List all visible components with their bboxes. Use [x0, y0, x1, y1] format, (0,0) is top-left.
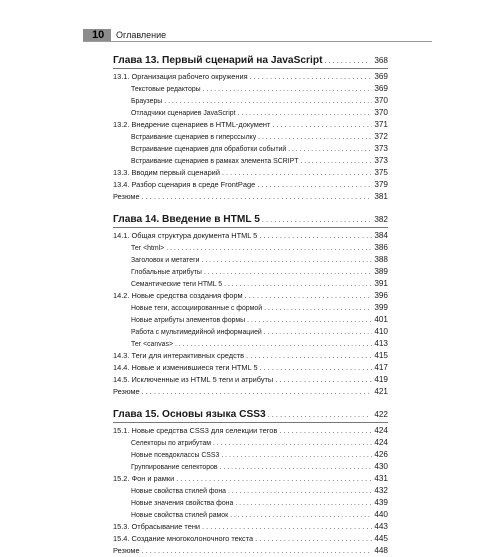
- entry-page: 372: [374, 132, 388, 141]
- entry-page: 399: [374, 303, 388, 312]
- toc-subentry: [113, 83, 388, 95]
- dot-leader: [288, 144, 372, 156]
- entry-title: Текстовые редакторы: [131, 86, 201, 93]
- entry-page: 431: [374, 474, 388, 483]
- entry-title: Заголовок и метатеги: [131, 257, 200, 264]
- entry-title: Селекторы по атрибутам: [131, 440, 212, 447]
- entry-title: Глобальные атрибуты: [131, 269, 202, 276]
- entry-title: 15.4. Создание многоколоночного текста: [113, 534, 254, 543]
- entry-page: 448: [374, 546, 388, 555]
- entry-title: 14.3. Теги для интерактивных средств: [113, 351, 245, 360]
- toc-subentry: [113, 107, 388, 119]
- entry-title: Резюме: [113, 546, 140, 555]
- dot-leader: [279, 425, 372, 437]
- dot-leader: [259, 230, 372, 242]
- entry-title: Встраивание сценариев в гиперссылку: [131, 134, 257, 141]
- entry-page: 396: [374, 291, 388, 300]
- entry-title: Группирование селекторов: [131, 464, 218, 471]
- chapter-page: 382: [374, 215, 388, 224]
- dot-leader: [142, 386, 373, 398]
- dot-leader: [176, 473, 372, 485]
- toc-subentry: [113, 326, 388, 338]
- entry-page: 369: [374, 84, 388, 93]
- entry-page: 373: [374, 144, 388, 153]
- entry-title: Браузеры: [131, 98, 163, 105]
- toc-entry: [113, 191, 388, 203]
- chapter-page: 422: [374, 410, 388, 419]
- entry-page: 370: [374, 108, 388, 117]
- entry-page: 410: [374, 327, 388, 336]
- chapter-title: Глава 14. Введение в HTML 5: [113, 214, 260, 225]
- dot-leader: [260, 362, 373, 374]
- dot-leader: [264, 327, 373, 339]
- entry-page: 419: [374, 375, 388, 384]
- toc-subentry: [113, 449, 388, 461]
- chapter-rule: [113, 422, 388, 423]
- entry-page: 369: [374, 72, 388, 81]
- chapter-title: Глава 15. Основы языка CSS3: [113, 409, 266, 420]
- entry-title: 15.3. Отбрасывание тени: [113, 522, 201, 531]
- toc-subentry: [113, 302, 388, 314]
- chapter-rule: [113, 227, 388, 228]
- toc-entry: [113, 533, 388, 545]
- entry-title: Новые свойства стилей рамок: [131, 512, 229, 519]
- entry-page: 424: [374, 426, 388, 435]
- chapter-block: [113, 398, 388, 557]
- dot-leader: [268, 408, 371, 421]
- dot-leader: [142, 545, 373, 557]
- entry-title: Отладчики сценариев JavaScript: [131, 110, 236, 117]
- dot-leader: [221, 450, 372, 462]
- dot-leader: [166, 243, 372, 255]
- entry-page: 388: [374, 255, 388, 264]
- dot-leader: [272, 119, 372, 131]
- entry-title: Тег <html>: [131, 245, 165, 252]
- chapter-heading: [113, 213, 388, 226]
- toc-subentry: [113, 461, 388, 473]
- chapter-heading: [113, 408, 388, 421]
- entry-title: Работа с мультимедийной информацией: [131, 329, 262, 336]
- entry-page: 389: [374, 267, 388, 276]
- header-rule: [83, 41, 432, 42]
- entry-page: 381: [374, 192, 388, 201]
- dot-leader: [245, 290, 373, 302]
- entry-page: 391: [374, 279, 388, 288]
- toc-entry: [113, 473, 388, 485]
- toc-entry: [113, 167, 388, 179]
- dot-leader: [213, 438, 372, 450]
- dot-leader: [258, 132, 372, 144]
- entry-page: 401: [374, 315, 388, 324]
- dot-leader: [247, 315, 372, 327]
- toc-entry: [113, 362, 388, 374]
- entry-page: 379: [374, 180, 388, 189]
- toc-subentry: [113, 338, 388, 350]
- entry-page: 424: [374, 438, 388, 447]
- entry-title: 13.4. Разбор сценария в среде FrontPage: [113, 180, 256, 189]
- entry-page: 373: [374, 156, 388, 165]
- chapter-page: 368: [374, 56, 388, 65]
- chapter-block: [113, 203, 388, 398]
- chapter-title: Глава 13. Первый сценарий на JavaScript: [113, 55, 323, 66]
- entry-page: 413: [374, 339, 388, 348]
- chapter-spacer: [113, 203, 388, 210]
- toc-subentry: [113, 266, 388, 278]
- entry-title: Новые значения свойства фона: [131, 500, 234, 507]
- dot-leader: [228, 486, 372, 498]
- entry-title: Новые атрибуты элементов формы: [131, 317, 246, 324]
- entry-title: Резюме: [113, 387, 140, 396]
- dot-leader: [250, 71, 373, 83]
- entry-title: 14.4. Новые и изменившиеся теги HTML 5: [113, 363, 258, 372]
- entry-page: 445: [374, 534, 388, 543]
- entry-page: 421: [374, 387, 388, 396]
- entry-page: 417: [374, 363, 388, 372]
- dot-leader: [246, 350, 372, 362]
- entry-page: 375: [374, 168, 388, 177]
- entry-page: 430: [374, 462, 388, 471]
- chapter-spacer: [113, 398, 388, 405]
- toc-entry: [113, 425, 388, 437]
- dot-leader: [262, 213, 370, 226]
- dot-leader: [222, 167, 372, 179]
- toc-subentry: [113, 254, 388, 266]
- entry-page: 439: [374, 498, 388, 507]
- entry-title: 13.1. Организация рабочего окружения: [113, 72, 248, 81]
- toc-subentry: [113, 314, 388, 326]
- dot-leader: [204, 267, 372, 279]
- toc-entry: [113, 350, 388, 362]
- entry-title: 13.3. Вводим первый сценарий: [113, 168, 220, 177]
- toc-entry: [113, 179, 388, 191]
- entry-title: Резюме: [113, 192, 140, 201]
- entry-title: Тег <canvas>: [131, 341, 173, 348]
- chapter-block: [113, 54, 388, 203]
- entry-page: 370: [374, 96, 388, 105]
- toc-entry: [113, 119, 388, 131]
- running-head: [0, 0, 500, 42]
- toc-subentry: [113, 485, 388, 497]
- toc-subentry: [113, 242, 388, 254]
- toc-subentry: [113, 437, 388, 449]
- entry-title: Новые свойства стилей фона: [131, 488, 227, 495]
- dot-leader: [164, 96, 372, 108]
- toc-entry: [113, 521, 388, 533]
- dot-leader: [203, 84, 373, 96]
- entry-title: 14.1. Общая структура документа HTML 5: [113, 231, 258, 240]
- toc-subentry: [113, 95, 388, 107]
- section-title: Оглавление: [116, 30, 167, 40]
- entry-title: Семантические теги HTML 5: [131, 281, 223, 288]
- dot-leader: [257, 179, 372, 191]
- entry-title: Новые псевдоклассы CSS3: [131, 452, 220, 459]
- toc-subentry: [113, 497, 388, 509]
- toc-entry: [113, 386, 388, 398]
- entry-page: 432: [374, 486, 388, 495]
- toc-subentry: [113, 131, 388, 143]
- dot-leader: [275, 374, 372, 386]
- dot-leader: [202, 521, 372, 533]
- toc-subentry: [113, 278, 388, 290]
- toc-entry: [113, 230, 388, 242]
- entry-page: 415: [374, 351, 388, 360]
- entry-title: 14.2. Новые средства создания форм: [113, 291, 243, 300]
- chapter-heading: [113, 54, 388, 67]
- dot-leader: [142, 191, 373, 203]
- toc-entry: [113, 545, 388, 557]
- entry-title: 13.2. Внедрение сценариев в HTML-документ: [113, 120, 271, 129]
- entry-page: 384: [374, 231, 388, 240]
- dot-leader: [255, 533, 372, 545]
- entry-title: Встраивание сценариев для обработки событий: [131, 146, 287, 153]
- entry-title: 14.5. Исключенные из HTML 5 теги и атрибуты: [113, 375, 274, 384]
- toc-subentry: [113, 509, 388, 521]
- entry-title: Новые теги, ассоциированные с формой: [131, 305, 263, 312]
- entry-page: 443: [374, 522, 388, 531]
- toc-entry: [113, 374, 388, 386]
- page-number: 10: [83, 29, 111, 42]
- chapter-rule: [113, 68, 388, 69]
- dot-leader: [324, 54, 370, 67]
- entry-page: 440: [374, 510, 388, 519]
- entry-page: 426: [374, 450, 388, 459]
- entry-title: 15.1. Новые средства CSS3 для селекции тегов: [113, 426, 278, 435]
- toc-subentry: [113, 155, 388, 167]
- toc-entry: [113, 290, 388, 302]
- entry-title: Встраивание сценариев в рамках элемента SCRIPT: [131, 158, 299, 165]
- entry-page: 371: [374, 120, 388, 129]
- dot-leader: [201, 255, 372, 267]
- entry-title: 15.2. Фон и рамки: [113, 474, 175, 483]
- toc-subentry: [113, 143, 388, 155]
- table-of-contents: [113, 51, 388, 557]
- toc-entry: [113, 71, 388, 83]
- dot-leader: [264, 303, 372, 315]
- entry-page: 386: [374, 243, 388, 252]
